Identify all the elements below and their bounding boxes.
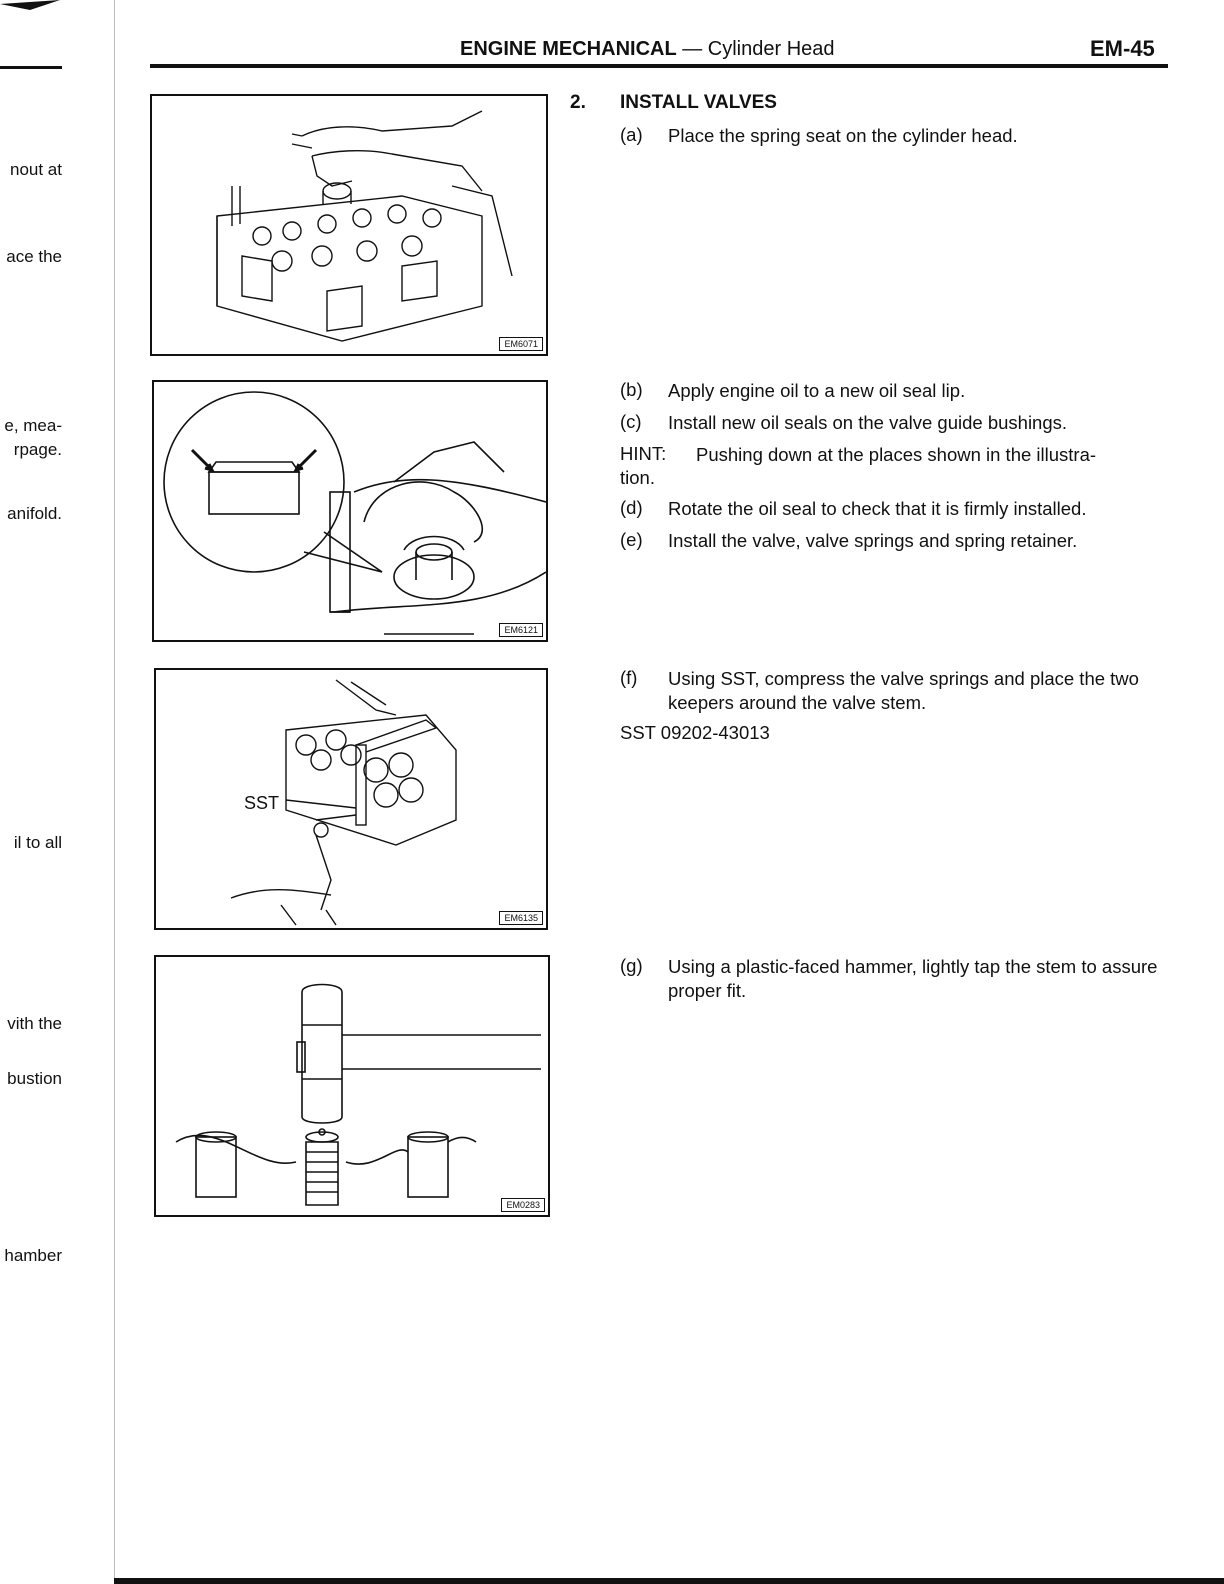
bleed-text: rpage. — [13, 440, 62, 459]
page-corner-mark — [0, 0, 60, 14]
valve-spring-compressor-illustration — [156, 670, 546, 928]
figure-code: EM6071 — [499, 337, 543, 351]
figure-hammer — [154, 955, 550, 1217]
figure-oil-seal — [152, 380, 548, 642]
cylinder-head-illustration — [152, 96, 546, 354]
page-header-title — [460, 38, 835, 61]
bleed-rule — [0, 66, 62, 69]
figure-code: EM6135 — [499, 911, 543, 925]
figure-code: EM0283 — [501, 1198, 545, 1212]
sst-callout-label: SST — [244, 793, 280, 813]
section-title: ENGINE MECHANICAL — [460, 38, 677, 60]
item-text: Install the valve, valve springs and spring retainer. — [668, 530, 1078, 551]
item-label: (d) — [620, 497, 643, 518]
figure-sst-compress — [154, 668, 548, 930]
hammer-illustration — [156, 957, 548, 1215]
item-text: Using SST, compress the valve springs and place the two keepers around the valve stem. — [668, 668, 1139, 713]
item-label: (a) — [620, 124, 643, 145]
binding-edge — [114, 0, 115, 1584]
bleed-text: hamber — [4, 1246, 62, 1265]
bleed-text: ace the — [6, 247, 62, 266]
oil-seal-illustration — [154, 382, 546, 640]
hint-label: HINT: — [620, 443, 667, 464]
bleed-text: bustion — [7, 1069, 62, 1088]
item-text: Install new oil seals on the valve guide bushings. — [668, 412, 1068, 433]
item-text: Apply engine oil to a new oil seal lip. — [668, 380, 966, 401]
item-text: Place the spring seat on the cylinder head. — [668, 125, 1018, 146]
page-number: EM-45 — [1090, 36, 1155, 61]
subsection-title: — Cylinder Head — [682, 38, 835, 60]
bleed-text: nout at — [10, 160, 62, 179]
bleed-text: vith the — [7, 1014, 62, 1033]
item-text: Using a plastic-faced hammer, lightly tap the stem to assure proper fit. — [668, 956, 1158, 1001]
figure-code: EM6121 — [499, 623, 543, 637]
page-bottom-rule — [114, 1578, 1224, 1584]
step-title: INSTALL VALVES — [620, 92, 777, 113]
bleed-text: anifold. — [7, 504, 62, 523]
item-label: (b) — [620, 379, 643, 400]
item-label: (f) — [620, 667, 638, 688]
hint-text: Pushing down at the places shown in the illustra- — [696, 444, 1097, 465]
item-label: (e) — [620, 529, 643, 550]
step-number: 2. — [570, 92, 586, 113]
item-text: Rotate the oil seal to check that it is firmly installed. — [668, 498, 1087, 519]
sst-part-number: SST 09202-43013 — [620, 722, 770, 743]
figure-spring-seat — [150, 94, 548, 356]
item-label: (c) — [620, 411, 642, 432]
header-rule — [150, 64, 1168, 68]
bleed-text: e, mea- — [4, 416, 62, 435]
hint-text-continued: tion. — [620, 467, 655, 488]
item-label: (g) — [620, 955, 643, 976]
bleed-text: il to all — [13, 833, 62, 852]
